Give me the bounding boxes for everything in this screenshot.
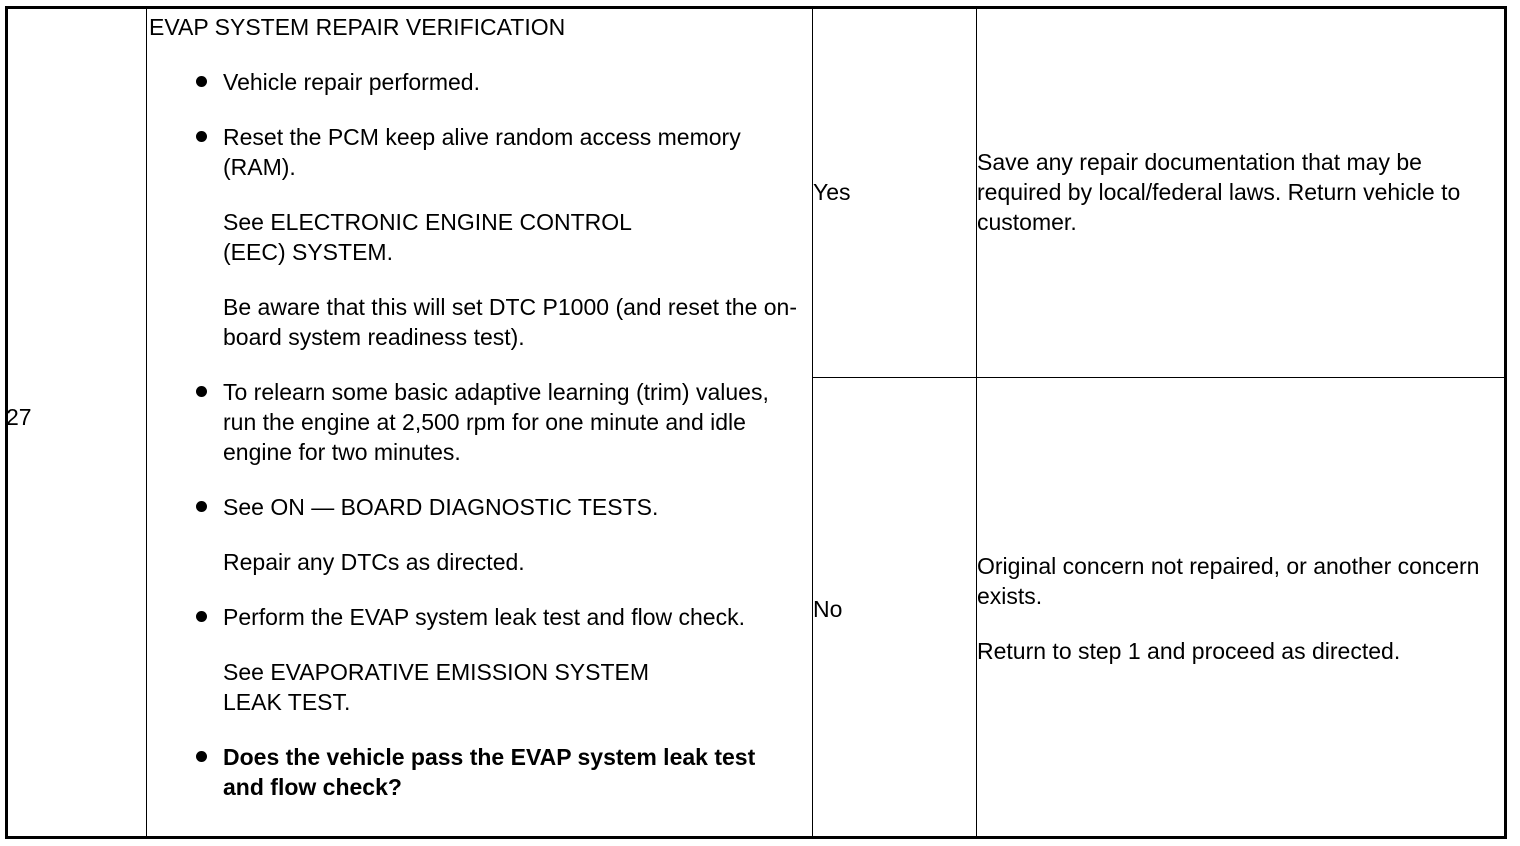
bullet-icon [196, 751, 207, 762]
result-no-text: Return to step 1 and proceed as directed. [977, 638, 1401, 664]
action-question: Does the vehicle pass the EVAP system leak test and flow check? [149, 742, 799, 802]
result-yes-text: Save any repair documentation that may be required by local/federal laws. Return vehicle to customer. [977, 149, 1461, 235]
row-divider [812, 377, 1504, 378]
bullet-icon [196, 131, 207, 142]
action-bullet-item: Vehicle repair performed. [149, 67, 799, 97]
result-no-text: Original concern not repaired, or another concern exists. [977, 553, 1480, 609]
column-divider [976, 9, 977, 836]
bullet-icon [196, 611, 207, 622]
action-note: See ELECTRONIC ENGINE CONTROL (EEC) SYSTEM. [223, 209, 632, 265]
action-bullet-item: Reset the PCM keep alive random access memory (RAM). [149, 122, 799, 182]
result-yes-action [977, 147, 1487, 237]
action-note: Repair any DTCs as directed. [223, 549, 525, 575]
step-heading: EVAP SYSTEM REPAIR VERIFICATION [149, 14, 566, 40]
action-bullet-item: To relearn some basic adaptive learning (trim) values, run the engine at 2,500 rpm for one minute and idle engine for two minutes. [149, 377, 799, 467]
result-yes-label: Yes [813, 179, 851, 205]
action-bullet-item: Perform the EVAP system leak test and flow check. [149, 602, 799, 632]
action-note: See EVAPORATIVE EMISSION SYSTEM LEAK TEST. [223, 659, 650, 715]
bullet-icon [196, 386, 207, 397]
result-no-label: No [813, 596, 843, 622]
column-divider [812, 9, 813, 836]
bullet-icon [196, 501, 207, 512]
action-note: Be aware that this will set DTC P1000 (and reset the on-board system readiness test). [223, 294, 798, 350]
bullet-icon [196, 76, 207, 87]
test-step-action [149, 12, 799, 802]
step-number: 27 [6, 404, 32, 430]
column-divider [146, 9, 147, 836]
action-bullet-item: See ON — BOARD DIAGNOSTIC TESTS. [149, 492, 799, 522]
result-no-action [977, 551, 1487, 666]
